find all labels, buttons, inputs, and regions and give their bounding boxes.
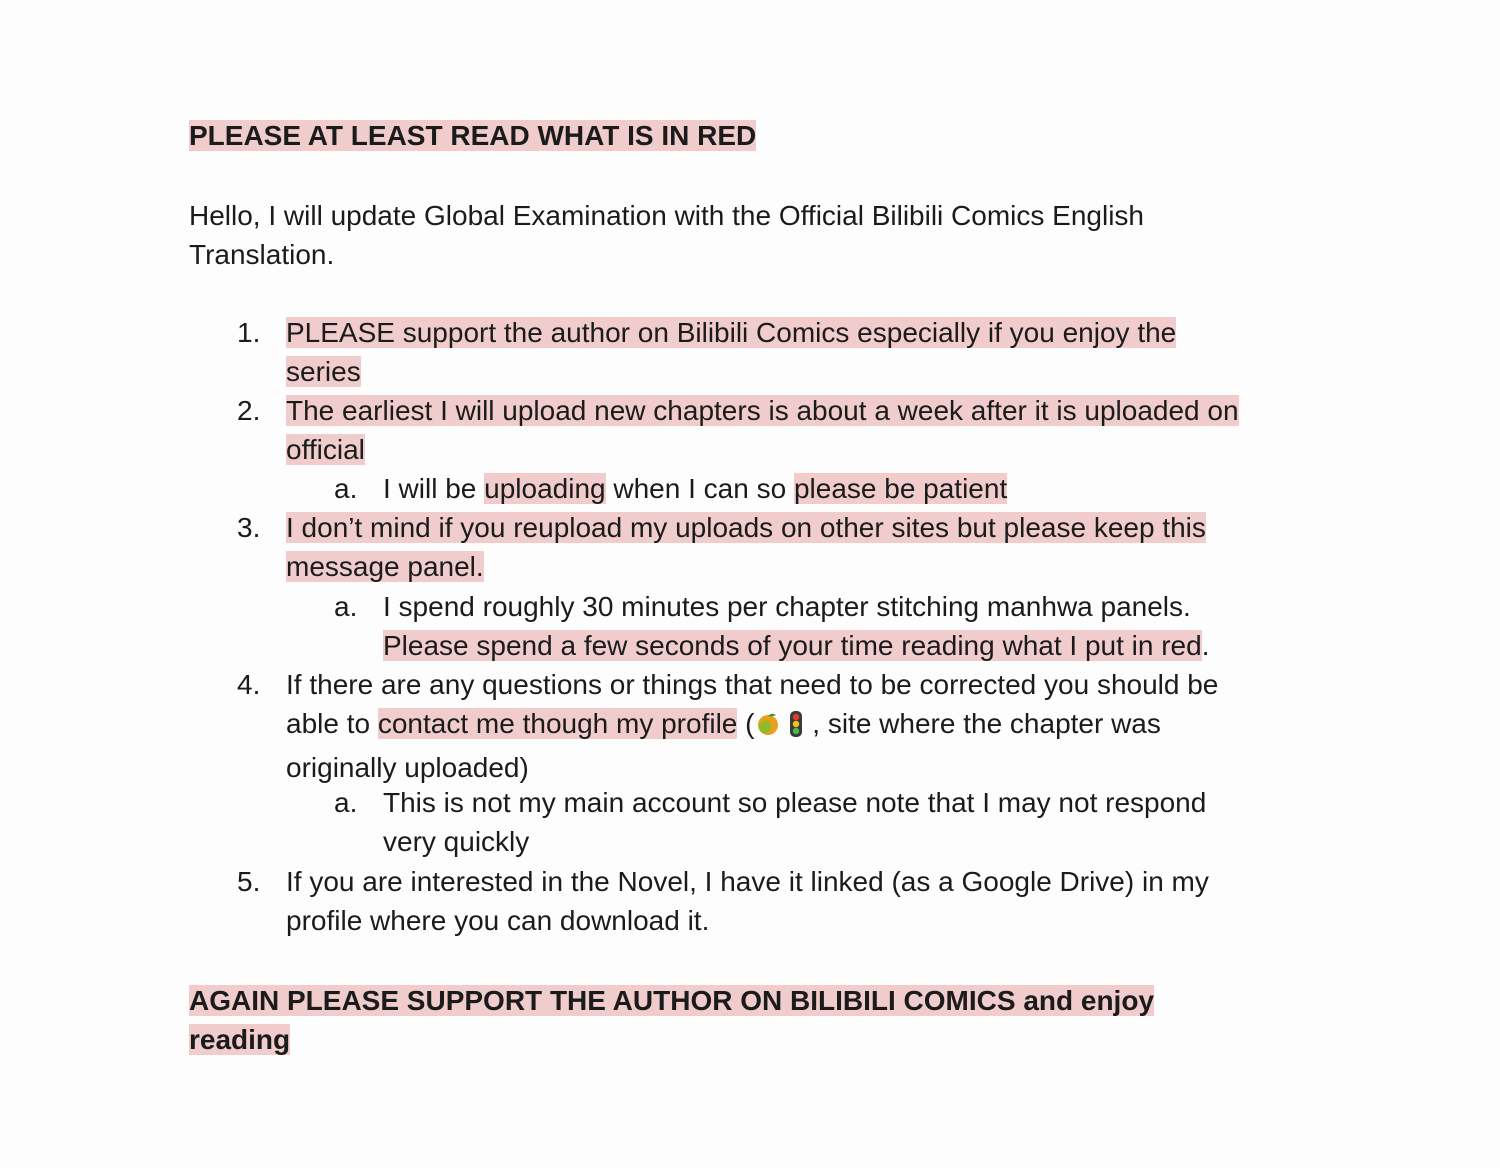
item-3a-line-2-end: . — [1201, 630, 1210, 661]
item-2a-part-1: I will be — [383, 473, 485, 504]
intro-line-2: Translation. — [189, 239, 335, 270]
item-5-line-1: If you are interested in the Novel, I have it linked (as a Google Drive) in my — [286, 866, 1209, 897]
item-4-text — [286, 665, 1316, 787]
mango-icon — [754, 709, 782, 748]
footer-callout — [189, 981, 1289, 1059]
item-4-marker: 4. — [237, 669, 261, 700]
item-4-line-2-part-1: able to — [286, 708, 378, 739]
item-3-text — [286, 508, 1316, 586]
item-2a-marker: a. — [334, 473, 358, 504]
item-3-marker: 3. — [237, 512, 261, 543]
item-4a-text — [383, 783, 1303, 861]
item-3-line-1: I don’t mind if you reupload my uploads on other sites but please keep this — [286, 512, 1206, 543]
item-1-text — [286, 313, 1316, 391]
traffic-light-icon — [788, 709, 804, 748]
title-highlight: PLEASE AT LEAST READ WHAT IS IN RED — [189, 120, 757, 151]
item-4-line-2-part-4: , site where the chapter was — [804, 708, 1161, 739]
item-4a-line-2: very quickly — [383, 826, 530, 857]
item-1-marker: 1. — [237, 317, 261, 348]
item-5-line-2: profile where you can download it. — [286, 905, 710, 936]
item-2a-part-2: uploading — [484, 473, 606, 504]
item-5-text — [286, 862, 1316, 940]
footer-line-1: AGAIN PLEASE SUPPORT THE AUTHOR ON BILIBILI COMICS and enjoy — [189, 985, 1155, 1016]
item-4-contact-highlight: contact me though my profile — [377, 708, 738, 739]
item-2-line-2: official — [286, 434, 365, 465]
item-4-line-2-part-3: ( — [737, 708, 755, 739]
item-2-marker: 2. — [237, 395, 261, 426]
item-4-line-2 — [286, 704, 1316, 748]
item-2a-part-3: when I can so — [605, 473, 794, 504]
item-3a-line-1: I spend roughly 30 minutes per chapter stitching manhwa panels. — [383, 591, 1191, 622]
item-5-marker: 5. — [237, 866, 261, 897]
item-3a-text — [383, 587, 1303, 665]
item-2-text — [286, 391, 1316, 469]
item-3a-marker: a. — [334, 591, 358, 622]
page-title — [189, 116, 756, 155]
item-2a-part-4: please be patient — [793, 473, 1008, 504]
item-4a-line-1: This is not my main account so please note that I may not respond — [383, 787, 1207, 818]
intro-line-1: Hello, I will update Global Examination with the Official Bilibili Comics English — [189, 200, 1145, 231]
item-2-line-1: The earliest I will upload new chapters is about a week after it is uploaded on — [286, 395, 1239, 426]
item-1-line-2: series — [286, 356, 361, 387]
footer-line-2: reading — [189, 1024, 291, 1055]
item-4-line-3: originally uploaded) — [286, 752, 529, 783]
item-4a-marker: a. — [334, 787, 358, 818]
item-3a-line-2: Please spend a few seconds of your time reading what I put in red — [383, 630, 1202, 661]
item-1-line-1: PLEASE support the author on Bilibili Comics especially if you enjoy the — [286, 317, 1177, 348]
intro-paragraph — [189, 196, 1289, 274]
item-2a-text — [383, 469, 1303, 508]
item-4-line-1: If there are any questions or things that need to be corrected you should be — [286, 669, 1219, 700]
item-3-line-2: message panel. — [286, 551, 484, 582]
